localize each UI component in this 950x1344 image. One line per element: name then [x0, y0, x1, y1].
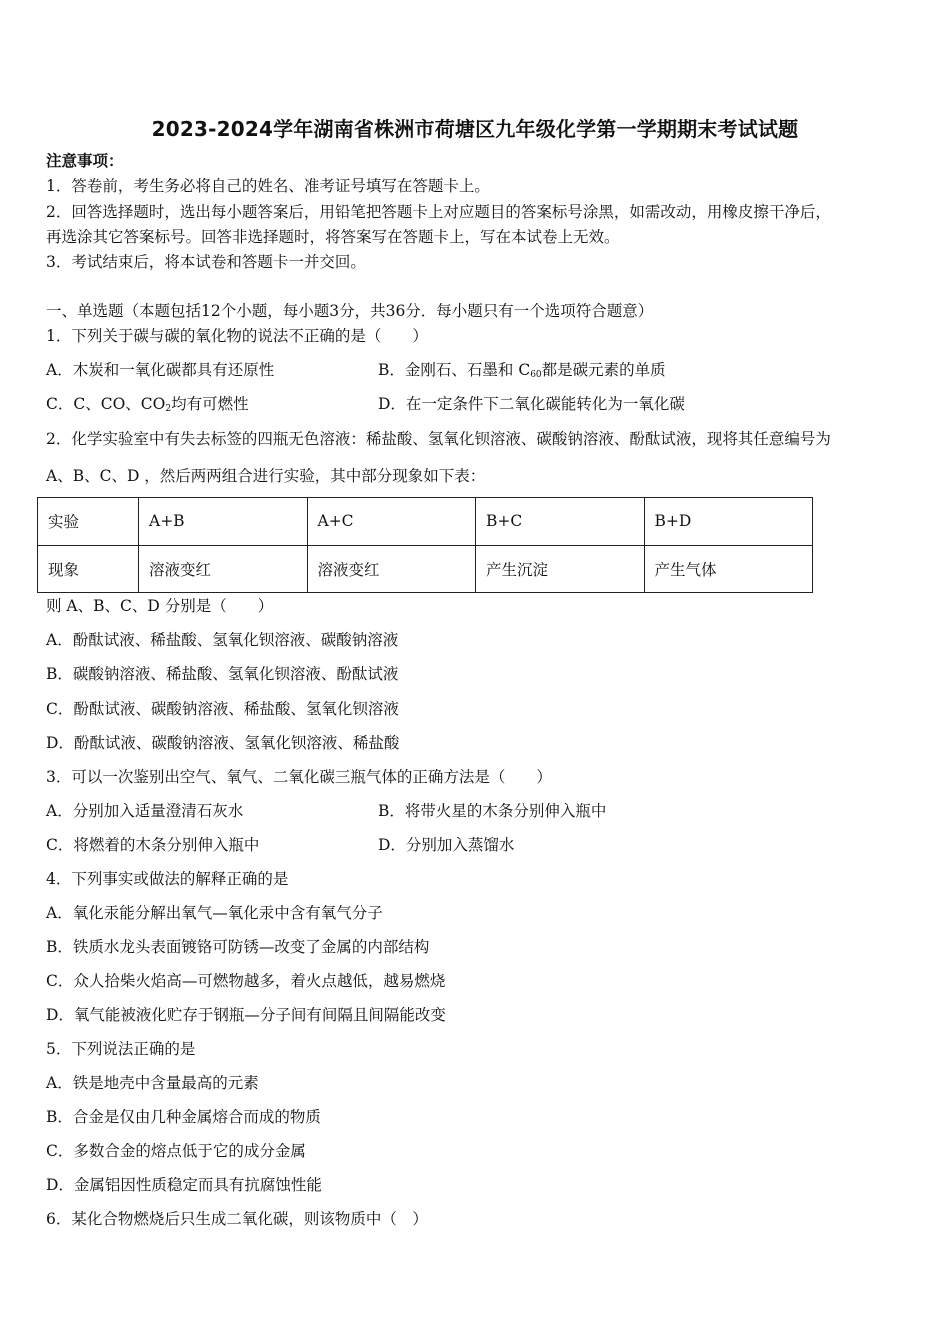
q6-stem: 6．某化合物燃烧后只生成二氧化碳，则该物质中（ ）: [46, 1210, 428, 1228]
q5-option-b: B．合金是仅由几种金属熔合而成的物质: [46, 1108, 321, 1126]
q3-option-c: C．将燃着的木条分别伸入瓶中: [46, 836, 260, 854]
q1-option-c-subscript: 2: [165, 404, 172, 414]
q4-option-c: C．众人拾柴火焰高—可燃物越多，着火点越低，越易燃烧: [46, 972, 446, 990]
table-cell: 溶液变红: [307, 545, 476, 593]
table-cell: 产生沉淀: [476, 545, 645, 593]
q1-option-a: A．木炭和一氧化碳都具有还原性: [46, 361, 275, 379]
q1-stem: 1．下列关于碳与碳的氧化物的说法不正确的是（ ）: [46, 327, 428, 345]
q1-option-c-tail: 均有可燃性: [171, 395, 249, 413]
q2-stem-line1: 2．化学实验室中有失去标签的四瓶无色溶液：稀盐酸、氢氧化钡溶液、碳酸钠溶液、酚酞试液，现将其任意编号为: [46, 430, 831, 448]
q5-option-d: D．金属铝因性质稳定而具有抗腐蚀性能: [46, 1176, 322, 1194]
q2-option-a: A．酚酞试液、稀盐酸、氢氧化钡溶液、碳酸钠溶液: [46, 631, 399, 649]
q1-option-b: [378, 360, 666, 385]
q2-ask: 则 A、B、C、D 分别是（ ）: [46, 597, 274, 615]
table-cell: 产生气体: [644, 545, 813, 593]
table-cell: B+C: [476, 498, 645, 546]
q2-option-d: D．酚酞试液、碳酸钠溶液、氢氧化钡溶液、稀盐酸: [46, 734, 400, 752]
experiment-table: [37, 497, 813, 593]
q4-option-d: D．氧气能被液化贮存于钢瓶—分子间有间隔且间隔能改变: [46, 1006, 446, 1024]
q1-option-b-tail: 都是碳元素的单质: [541, 361, 666, 379]
q4-option-a: A．氧化汞能分解出氧气—氧化汞中含有氧气分子: [46, 904, 383, 922]
q4-stem: 4．下列事实或做法的解释正确的是: [46, 870, 289, 888]
table-cell: 实验: [38, 498, 139, 546]
q1-option-b-text: B．金刚石、石墨和 C: [378, 361, 531, 379]
q1-option-c-text: C．C、CO、CO: [46, 395, 166, 413]
table-cell: A+C: [307, 498, 476, 546]
section-heading: 一、单选题（本题包括12个小题，每小题3分，共36分．每小题只有一个选项符合题意）: [46, 302, 654, 320]
q2-option-b: B．碳酸钠溶液、稀盐酸、氢氧化钡溶液、酚酞试液: [46, 665, 399, 683]
q3-option-d: D．分别加入蒸馏水: [378, 836, 515, 854]
table-cell: 现象: [38, 545, 139, 593]
q3-stem: 3．可以一次鉴别出空气、氧气、二氧化碳三瓶气体的正确方法是（ ）: [46, 768, 552, 786]
table-cell: B+D: [644, 498, 813, 546]
table-cell: A+B: [139, 498, 308, 546]
table-cell: 溶液变红: [139, 545, 308, 593]
table-row: [38, 545, 813, 593]
notice-item: 再选涂其它答案标号。回答非选择题时，将答案写在答题卡上，写在本试卷上无效。: [46, 228, 620, 246]
q5-stem: 5．下列说法正确的是: [46, 1040, 196, 1058]
q3-option-b: B．将带火星的木条分别伸入瓶中: [378, 802, 607, 820]
notice-item: 2．回答选择题时，选出每小题答案后，用铅笔把答题卡上对应题目的答案标号涂黑，如需改动，用橡皮擦干净后，: [46, 203, 831, 221]
q2-option-c: C．酚酞试液、碳酸钠溶液、稀盐酸、氢氧化钡溶液: [46, 700, 399, 718]
q1-option-d: D．在一定条件下二氧化碳能转化为一氧化碳: [378, 395, 685, 413]
q2-stem-line2: A、B、C、D ，然后两两组合进行实验，其中部分现象如下表：: [46, 467, 486, 485]
table-row: [38, 498, 813, 546]
q1-option-c: [46, 394, 249, 419]
q4-option-b: B．铁质水龙头表面镀铬可防锈—改变了金属的内部结构: [46, 938, 430, 956]
exam-title: 2023-2024学年湖南省株洲市荷塘区九年级化学第一学期期末考试试题: [151, 117, 799, 141]
q1-option-b-subscript: 60: [530, 370, 542, 380]
notice-item: 1．答卷前，考生务必将自己的姓名、准考证号填写在答题卡上。: [46, 177, 490, 195]
q5-option-c: C．多数合金的熔点低于它的成分金属: [46, 1142, 306, 1160]
notice-heading: 注意事项：: [46, 151, 124, 170]
notice-item: 3．考试结束后，将本试卷和答题卡一并交回。: [46, 253, 366, 271]
q3-option-a: A．分别加入适量澄清石灰水: [46, 802, 244, 820]
q5-option-a: A．铁是地壳中含量最高的元素: [46, 1074, 259, 1092]
